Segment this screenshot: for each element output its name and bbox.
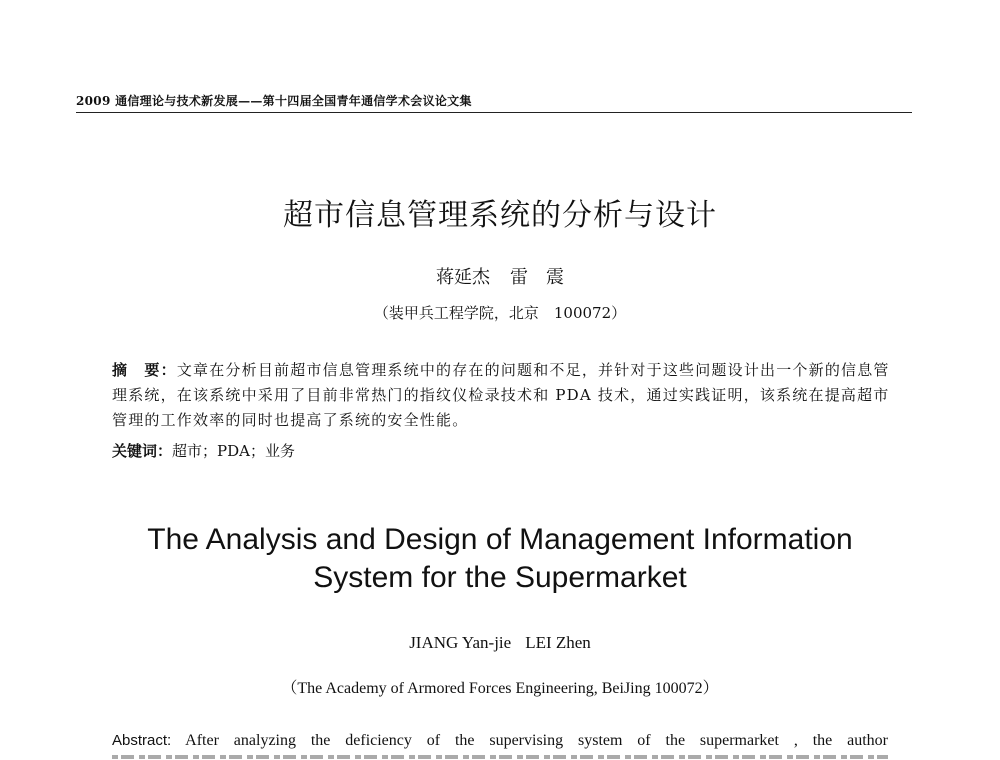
paper-title-en-line2: System for the Supermarket (313, 561, 687, 594)
abstract-cn-text: 文章在分析目前超市信息管理系统中的存在的问题和不足，并针对于这些问题设计出一个新的信息管理系统，在该系统中采用了目前非常热门的指纹仪检录技术和 PDA 技术，通过实践证明，该系统在提高超市管理的工作效率的同时也提高了系统的安全性能。 (112, 361, 890, 429)
paper-title-en (0, 521, 1000, 597)
abstract-en-label: Abstract: (112, 732, 172, 749)
authors-cn (0, 263, 1000, 289)
affiliation-cn: （装甲兵工程学院，北京 100072） (373, 304, 627, 322)
author-en-1: JIANG Yan-jie (409, 633, 512, 652)
paper-title-en-line1: The Analysis and Design of Management Information (147, 523, 853, 556)
keywords-cn-text: 超市；PDA；业务 (172, 442, 295, 460)
authors-en (0, 633, 1000, 653)
abstract-cn (112, 358, 890, 433)
abstract-en-text: After analyzing the deficiency of the supervising system of the supermarket , the author (185, 732, 888, 749)
keywords-cn (112, 440, 890, 461)
author-en-2: LEI Zhen (525, 633, 591, 652)
abstract-en-cutoff-line (112, 752, 888, 760)
cutoff-text-fragment (112, 755, 888, 759)
running-header: 2009 通信理论与技术新发展——第十四届全国青年通信学术会议论文集 (76, 92, 912, 113)
author-cn-1: 蒋延杰 (436, 267, 490, 288)
abstract-cn-label: 摘 要： (112, 361, 177, 379)
affiliation-en: （The Academy of Armored Forces Engineering, BeiJing 100072） (281, 680, 719, 697)
keywords-cn-label: 关键词： (112, 442, 173, 460)
author-cn-2: 雷 震 (510, 267, 564, 288)
abstract-en (112, 728, 888, 754)
paper-title-cn: 超市信息管理系统的分析与设计 (283, 198, 717, 233)
